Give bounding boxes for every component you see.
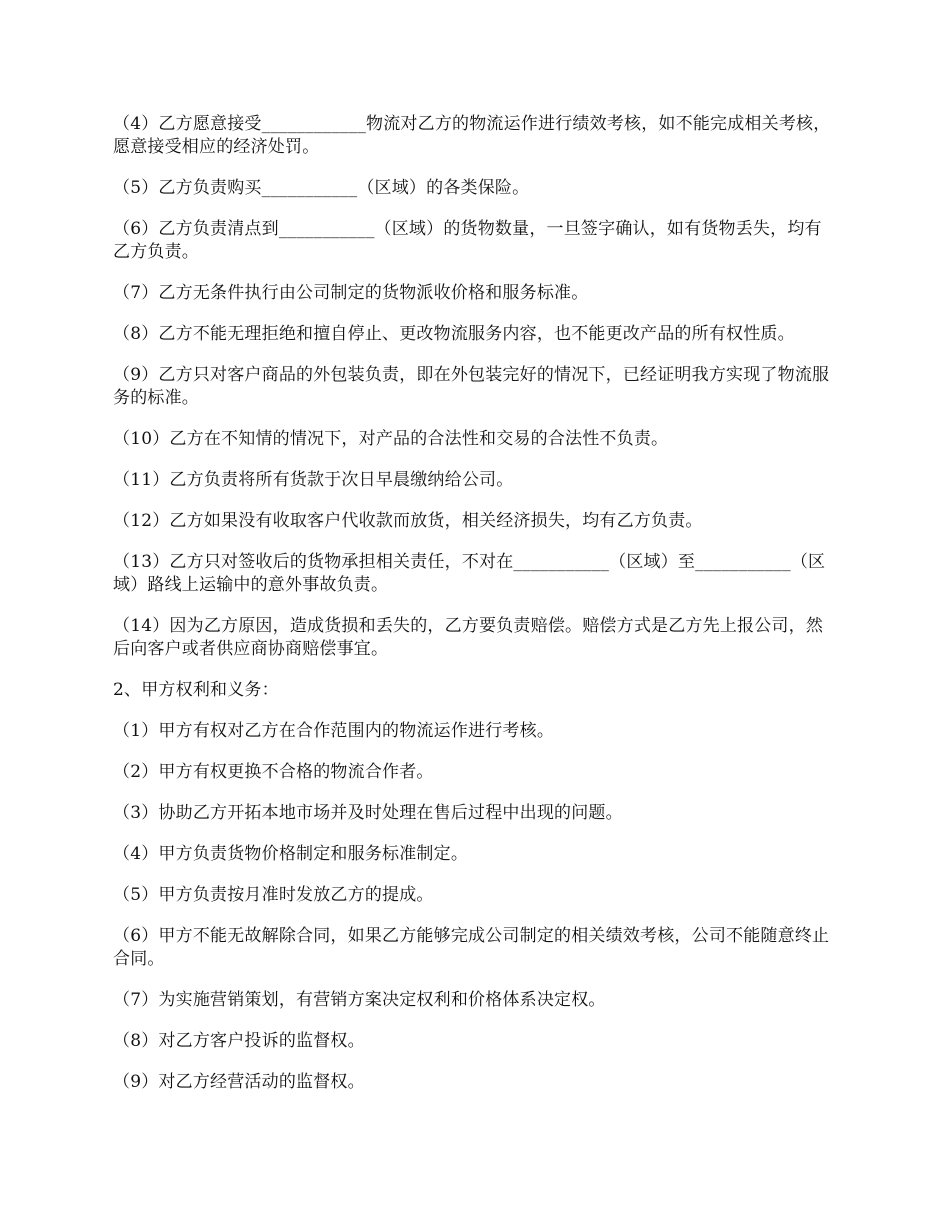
- clause-b-14: （14）因为乙方原因，造成货损和丢失的，乙方要负责赔偿。赔偿方式是乙方先上报公司，然后向客户或者供应商协商赔偿事宜。: [113, 616, 824, 659]
- clause-a-2: （2）甲方有权更换不合格的物流合作者。: [113, 762, 434, 782]
- clause-b-7: （7）乙方无条件执行由公司制定的货物派收价格和服务标准。: [113, 283, 589, 303]
- clause-b-13: （13）乙方只对签收后的货物承担相关责任，不对在___________（区域）至___________（区域）路线上运输中的意外事故负责。: [113, 552, 826, 595]
- document-body: [113, 113, 838, 1112]
- clause-b-8: （8）乙方不能无理拒绝和擅自停止、更改物流服务内容，也不能更改产品的所有权性质。: [113, 324, 795, 344]
- clause-b-11: （11）乙方负责将所有货款于次日早晨缴纳给公司。: [113, 470, 514, 490]
- clause-a-3: （3）协助乙方开拓本地市场并及时处理在售后过程中出现的问题。: [113, 803, 623, 823]
- section-heading-party-a: 2、甲方权利和义务：: [113, 680, 279, 700]
- clause-a-8: （8）对乙方客户投诉的监督权。: [113, 1031, 365, 1051]
- clause-a-1: （1）甲方有权对乙方在合作范围内的物流运作进行考核。: [113, 721, 555, 741]
- clause-a-4: （4）甲方负责货物价格制定和服务标准制定。: [113, 844, 469, 864]
- clause-b-5: （5）乙方负责购买___________（区域）的各类保险。: [113, 178, 530, 198]
- clause-a-7: （7）为实施营销策划，有营销方案决定权利和价格体系决定权。: [113, 990, 606, 1010]
- clause-a-9: （9）对乙方经营活动的监督权。: [113, 1072, 365, 1092]
- clause-b-9: （9）乙方只对客户商品的外包装负责，即在外包装完好的情况下，已经证明我方实现了物流服务的标准。: [113, 365, 830, 408]
- clause-a-5: （5）甲方负责按月准时发放乙方的提成。: [113, 885, 434, 905]
- clause-b-6: （6）乙方负责清点到___________（区域）的货物数量，一旦签字确认，如有货物丢失，均有乙方负责。: [113, 219, 822, 262]
- clause-b-10: （10）乙方在不知情的情况下，对产品的合法性和交易的合法性不负责。: [113, 429, 669, 449]
- clause-b-12: （12）乙方如果没有收取客户代收款而放货，相关经济损失，均有乙方负责。: [113, 511, 703, 531]
- clause-a-6: （6）甲方不能无故解除合同，如果乙方能够完成公司制定的相关绩效考核，公司不能随意终止合同。: [113, 926, 830, 969]
- clause-b-4: （4）乙方愿意接受____________物流对乙方的物流运作进行绩效考核，如不能完成相关考核，愿意接受相应的经济处罚。: [113, 114, 831, 157]
